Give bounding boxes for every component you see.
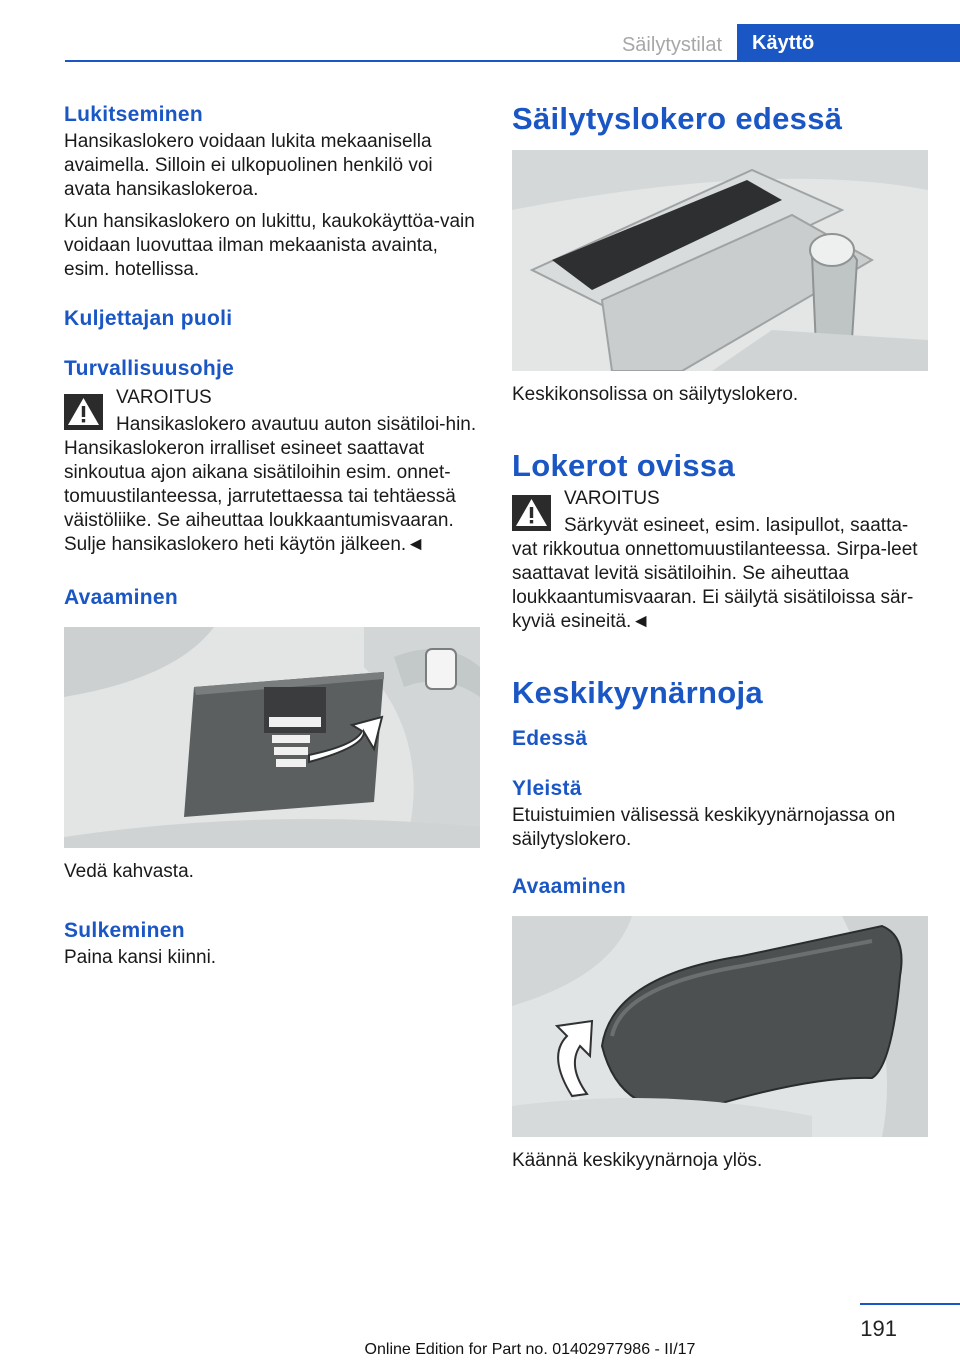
door-warning-block <box>512 487 928 634</box>
left-column <box>64 102 480 970</box>
glovebox-illustration <box>64 627 480 848</box>
closing-heading: Sulkeminen <box>64 919 185 942</box>
right-column <box>512 100 928 1173</box>
running-header-section: Säilytystilat <box>621 34 722 56</box>
chapter-tab: Käyttö <box>737 24 960 61</box>
front-compartment-caption: Keskikonsolissa on säilytyslokero. <box>512 384 799 405</box>
locking-heading: Lukitseminen <box>64 103 203 126</box>
warning-icon <box>64 394 103 430</box>
armrest-opening-heading: Avaaminen <box>512 875 626 898</box>
warning-icon <box>512 495 551 531</box>
safety-heading: Turvallisuusohje <box>64 357 235 380</box>
front-compartment-heading: Säilytyslokero edessä <box>512 101 843 136</box>
driver-side-heading: Kuljettajan puoli <box>64 307 233 330</box>
edition-note: Online Edition for Part no. 01402977986 - II/17 <box>364 1341 696 1358</box>
opening-caption: Vedä kahvasta. <box>64 861 194 882</box>
door-warning-text: Särkyvät esineet, esim. lasipullot, saatta-vat rikkoutua onnettomuustilanteessa. Sirpa-leet saattavat levitä sisätiloihin. Se aiheuttaa loukkaantumisvaaran. Ei säilytä sisätiloissa sär-kyviä esineitä.◄ <box>512 515 918 632</box>
armrest-heading: Keskikyynärnoja <box>512 675 763 710</box>
general-text: Etuistuimien välisessä keskikyynärnojassa on säilytyslokero. <box>512 805 896 850</box>
locking-paragraph-1: Hansikaslokero voidaan lukita mekaanisella avaimella. Silloin ei ulkopuolinen henkilö voi avata hansikaslokeroa. <box>64 131 433 200</box>
footer-rule <box>860 1303 960 1305</box>
closing-text: Paina kansi kiinni. <box>64 947 217 968</box>
warning-text: Hansikaslokero avautuu auton sisätiloi-hin. Hansikaslokeron irralliset esineet saattavat sinkoutua ajon aikana sisätiloihin esim. onnet-tomuustilanteessa, jarrutettaessa tai tehtäessä väistöliike. Se aiheuttaa loukkaantumisvaaran. Sulje hansikaslokero heti käytön jälkeen.◄ <box>64 414 477 555</box>
locking-paragraph-2: Kun hansikaslokero on lukittu, kaukokäyttöa-vain voidaan luovuttaa ilman mekaanista avainta, esim. hotellissa. <box>64 211 475 280</box>
armrest-illustration <box>512 916 928 1137</box>
front-heading: Edessä <box>512 727 588 750</box>
door-warning-label: VAROITUS <box>564 488 660 509</box>
general-heading: Yleistä <box>512 777 582 800</box>
header-rule <box>65 60 960 62</box>
opening-heading: Avaaminen <box>64 586 178 609</box>
warning-block <box>64 386 480 557</box>
front-compartment-illustration <box>512 150 928 371</box>
page-number: 191 <box>860 1316 897 1341</box>
armrest-caption: Käännä keskikyynärnoja ylös. <box>512 1150 763 1171</box>
warning-label: VAROITUS <box>116 387 212 408</box>
door-pockets-heading: Lokerot ovissa <box>512 448 736 483</box>
